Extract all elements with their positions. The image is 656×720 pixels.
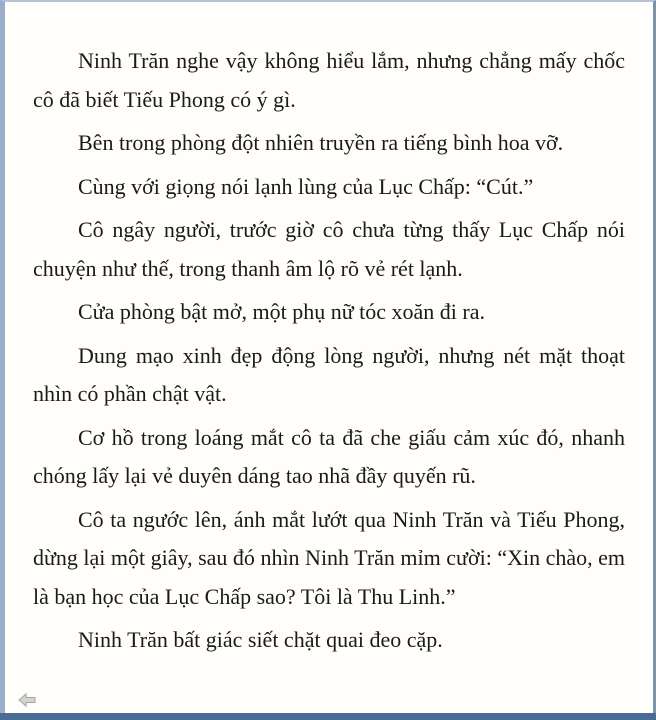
paragraph: Cùng với giọng nói lạnh lùng của Lục Chấp: “Cút.”: [78, 173, 534, 199]
paragraph: Cơ hồ trong loáng mắt cô ta đã che giấu cảm xúc đó, nhanh chóng lấy lại vẻ duyên dáng tao nhã đầy quyến rũ.: [33, 424, 625, 488]
paragraph: Ninh Trăn nghe vậy không hiểu lắm, nhưng chẳng mấy chốc cô đã biết Tiếu Phong có ý gì.: [33, 48, 625, 112]
paragraph: Cô ta ngước lên, ánh mắt lướt qua Ninh Trăn và Tiếu Phong, dừng lại một giây, sau đó nhìn Ninh Trăn mỉm cười: “Xin chào, em là bạn học của Lục Chấp sao? Tôi là Thu Linh.”: [33, 506, 625, 609]
paragraph: Bên trong phòng đột nhiên truyền ra tiếng bình hoa vỡ.: [78, 130, 564, 155]
bottom-border-bar: [0, 713, 656, 720]
paragraph: Ninh Trăn bất giác siết chặt quai đeo cặp.: [78, 627, 443, 652]
back-arrow-icon[interactable]: [18, 693, 36, 707]
paragraph: Dung mạo xinh đẹp động lòng người, nhưng nét mặt thoạt nhìn có phần chật vật.: [33, 342, 625, 406]
paragraph: Cô ngây người, trước giờ cô chưa từng thấy Lục Chấp nói chuyện như thế, trong thanh âm lộ rõ vẻ rét lạnh.: [33, 217, 625, 281]
page-content: [5, 2, 653, 660]
paragraph: Cửa phòng bật mở, một phụ nữ tóc xoăn đi ra.: [78, 299, 485, 324]
